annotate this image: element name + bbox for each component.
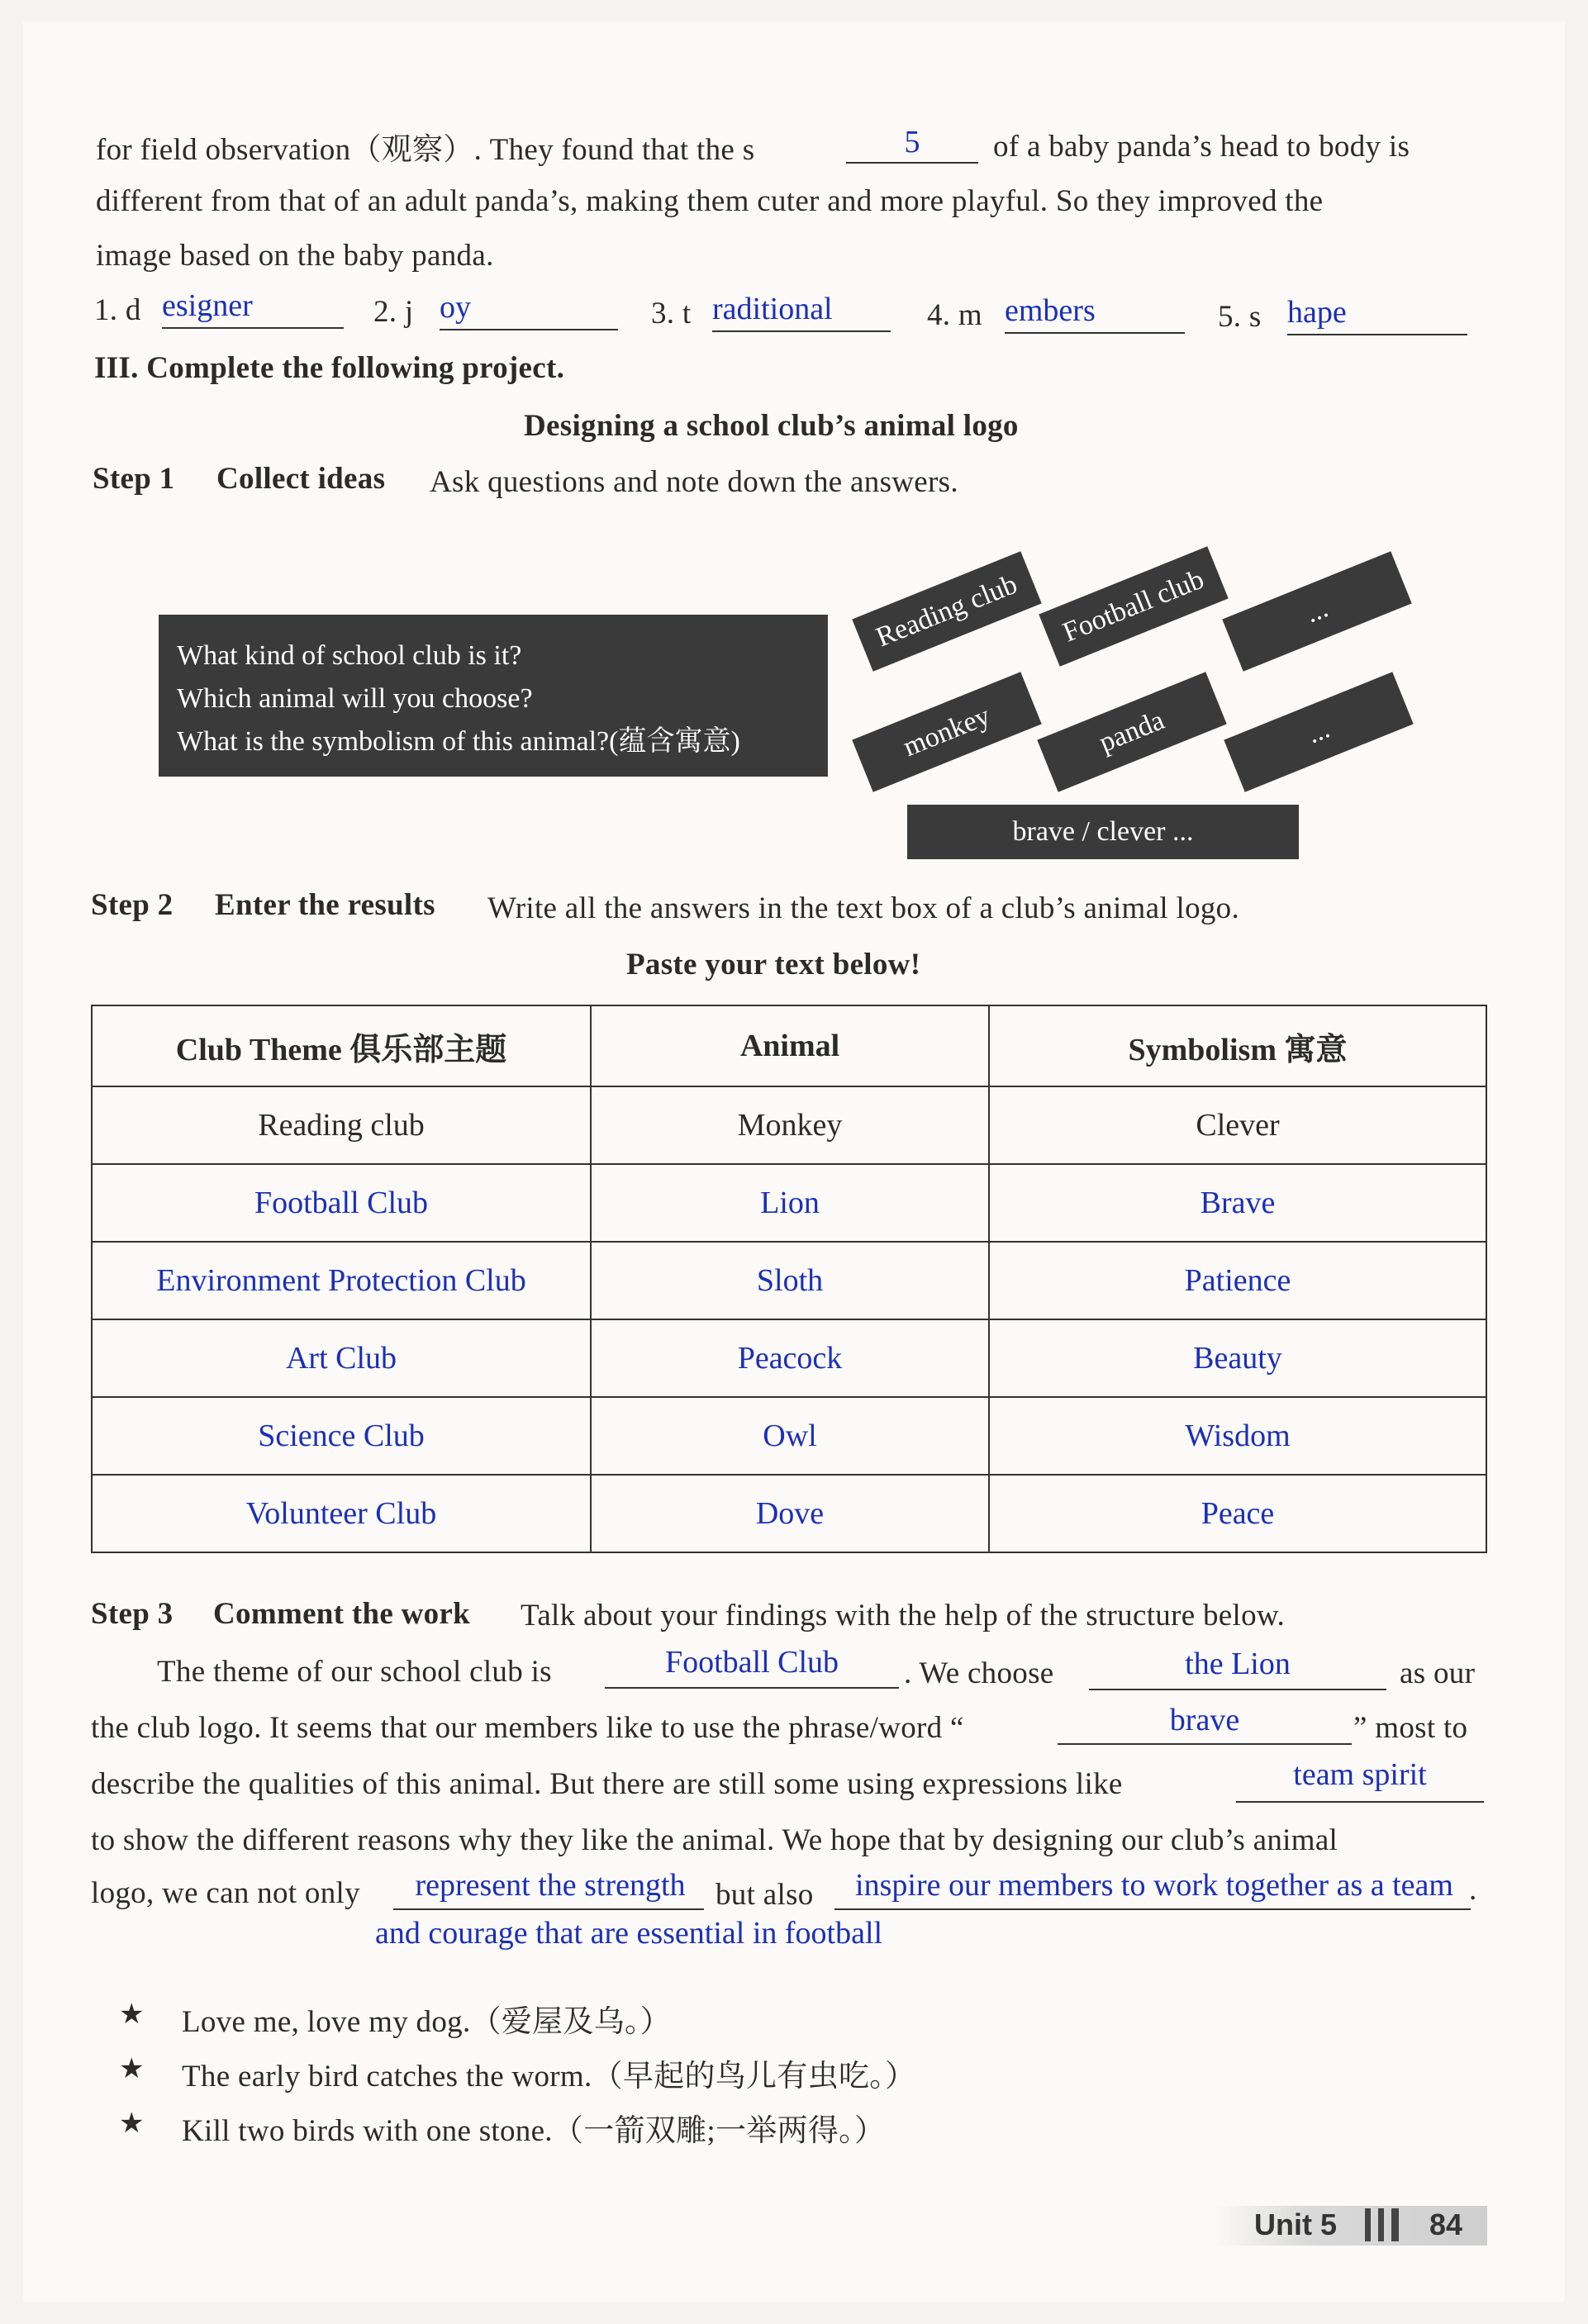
sentence-period: . bbox=[1469, 1873, 1477, 1907]
intro-line1-b: of a baby panda’s head to body is bbox=[993, 130, 1410, 164]
question-2: Which animal will you choose? bbox=[177, 683, 533, 714]
cell-animal: Peacock bbox=[591, 1319, 989, 1397]
step1-label: Step 1 bbox=[93, 462, 175, 496]
cell-club: Reading club bbox=[92, 1086, 591, 1164]
answer-but-also-line bbox=[834, 1908, 1471, 1910]
questions-box bbox=[159, 615, 828, 777]
step3-p3-a: describe the qualities of this animal. But there are still some using expressions like bbox=[91, 1767, 1123, 1801]
step1-text: Ask questions and note down the answers. bbox=[430, 465, 958, 499]
proverb-1: Love me, love my dog.（爱屋及乌。） bbox=[182, 2005, 672, 2039]
tag-ellipsis-1: ... bbox=[1222, 551, 1411, 671]
answer-not-only: represent the strength bbox=[415, 1868, 686, 1903]
tag-ellipsis-2: ... bbox=[1224, 672, 1413, 791]
cell-club: Environment Protection Club bbox=[92, 1242, 591, 1319]
answer-theme: Football Club bbox=[664, 1645, 839, 1680]
step3-p1-b: . We choose bbox=[904, 1656, 1054, 1690]
header-animal: Animal bbox=[591, 1005, 989, 1086]
answer-2: oy bbox=[440, 290, 471, 325]
tag-football-club: Football club bbox=[1039, 546, 1228, 666]
answer-not-only-line bbox=[393, 1908, 704, 1910]
step2-name: Enter the results bbox=[215, 888, 435, 922]
tag-panda: panda bbox=[1037, 672, 1226, 791]
step3-label: Step 3 bbox=[91, 1597, 174, 1631]
table-row bbox=[92, 1164, 1486, 1242]
intro-line2: different from that of an adult panda’s, making them cuter and more playful. So they improved the bbox=[96, 184, 1324, 218]
tag-monkey: monkey bbox=[852, 672, 1041, 791]
header-club-theme: Club Theme 俱乐部主题 bbox=[92, 1005, 591, 1086]
table-row bbox=[92, 1475, 1486, 1552]
page-number: 84 bbox=[1429, 2208, 1463, 2241]
cell-symbolism: Wisdom bbox=[989, 1397, 1486, 1475]
answer-3-number: 3. t bbox=[651, 297, 692, 330]
answer-5: hape bbox=[1287, 295, 1347, 330]
cell-club: Science Club bbox=[92, 1397, 591, 1475]
cell-club: Football Club bbox=[92, 1164, 591, 1242]
footer-bar-icon bbox=[1365, 2208, 1371, 2241]
tag-brave-clever: brave / clever ... bbox=[907, 805, 1299, 859]
star-icon: ★ bbox=[119, 2108, 145, 2139]
answer-1-number: 1. d bbox=[94, 293, 141, 327]
answer-3-line bbox=[712, 330, 891, 332]
intro-blank-answer: 5 bbox=[904, 125, 920, 159]
step3-p4: to show the different reasons why they like the animal. We hope that by designing our club’s animal bbox=[91, 1823, 1338, 1857]
step3-text: Talk about your findings with the help of the structure below. bbox=[521, 1599, 1286, 1633]
step3-p5-b: but also bbox=[716, 1878, 814, 1912]
step2-text: Write all the answers in the text box of a club’s animal logo. bbox=[487, 891, 1240, 925]
cell-animal: Dove bbox=[591, 1475, 989, 1552]
answer-1-line bbox=[162, 327, 344, 329]
answer-continuation: and courage that are essential in football bbox=[375, 1916, 883, 1951]
intro-line1-a: for field observation（观察）. They found that the s bbox=[96, 133, 755, 167]
answer-expression-line bbox=[1236, 1801, 1484, 1803]
answer-4-number: 4. m bbox=[927, 298, 982, 332]
answer-animal-line bbox=[1089, 1689, 1386, 1690]
step2-label: Step 2 bbox=[91, 888, 174, 922]
table-header-row bbox=[92, 1005, 1486, 1086]
answer-expression: team spirit bbox=[1293, 1757, 1427, 1792]
answer-4: embers bbox=[1005, 293, 1096, 328]
step3-p1-a: The theme of our school club is bbox=[157, 1655, 552, 1689]
footer-bar-icon bbox=[1391, 2208, 1399, 2241]
table-row bbox=[92, 1086, 1486, 1164]
proverb-2: The early bird catches the worm.（早起的鸟儿有虫吃。） bbox=[182, 2060, 916, 2094]
table-row bbox=[92, 1319, 1486, 1397]
proverb-3: Kill two birds with one stone.（一箭双雕;一举两得。） bbox=[182, 2114, 886, 2148]
step3-p1-c: as our bbox=[1400, 1656, 1476, 1690]
intro-blank-line bbox=[846, 162, 978, 164]
cell-animal: Lion bbox=[591, 1164, 989, 1242]
footer-bar-icon bbox=[1378, 2208, 1384, 2241]
cell-animal: Monkey bbox=[591, 1086, 989, 1164]
section-heading: III. Complete the following project. bbox=[94, 351, 565, 385]
answer-5-line bbox=[1287, 334, 1467, 335]
answer-2-number: 2. j bbox=[373, 295, 414, 329]
step3-name: Comment the work bbox=[213, 1597, 471, 1631]
cell-club: Volunteer Club bbox=[92, 1475, 591, 1552]
paste-instruction: Paste your text below! bbox=[626, 948, 921, 981]
club-table bbox=[91, 1005, 1487, 1553]
footer-unit: Unit 5 bbox=[1254, 2208, 1338, 2241]
cell-animal: Sloth bbox=[591, 1242, 989, 1319]
header-symbolism: Symbolism 寓意 bbox=[989, 1005, 1486, 1086]
step3-p2-b: ” most to bbox=[1353, 1711, 1468, 1745]
cell-symbolism: Brave bbox=[989, 1164, 1486, 1242]
step3-p5-a: logo, we can not only bbox=[91, 1876, 360, 1910]
answer-2-line bbox=[440, 329, 618, 330]
cell-symbolism: Peace bbox=[989, 1475, 1486, 1552]
question-3: What is the symbolism of this animal?(蕴含寓意) bbox=[177, 726, 740, 757]
answer-word-line bbox=[1058, 1743, 1352, 1745]
answer-5-number: 5. s bbox=[1218, 300, 1262, 334]
answer-but-also: inspire our members to work together as a team bbox=[855, 1868, 1453, 1903]
cell-symbolism: Clever bbox=[989, 1086, 1486, 1164]
intro-line3: image based on the baby panda. bbox=[96, 239, 494, 273]
project-title: Designing a school club’s animal logo bbox=[524, 409, 1019, 443]
tag-reading-club: Reading club bbox=[852, 551, 1041, 671]
step3-p2-a: the club logo. It seems that our members like to use the phrase/word “ bbox=[91, 1711, 964, 1745]
cell-symbolism: Beauty bbox=[989, 1319, 1486, 1397]
table-row bbox=[92, 1242, 1486, 1319]
answer-word: brave bbox=[1169, 1703, 1240, 1737]
star-icon: ★ bbox=[119, 1999, 145, 2030]
answer-theme-line bbox=[605, 1687, 899, 1689]
answer-1: esigner bbox=[162, 288, 253, 323]
cell-club: Art Club bbox=[92, 1319, 591, 1397]
step1-name: Collect ideas bbox=[216, 462, 386, 496]
answer-3: raditional bbox=[712, 292, 833, 326]
answer-animal: the Lion bbox=[1185, 1647, 1291, 1681]
table-row bbox=[92, 1397, 1486, 1475]
cell-animal: Owl bbox=[591, 1397, 989, 1475]
star-icon: ★ bbox=[119, 2054, 145, 2084]
question-1: What kind of school club is it? bbox=[177, 640, 522, 671]
answer-4-line bbox=[1005, 332, 1185, 334]
cell-symbolism: Patience bbox=[989, 1242, 1486, 1319]
